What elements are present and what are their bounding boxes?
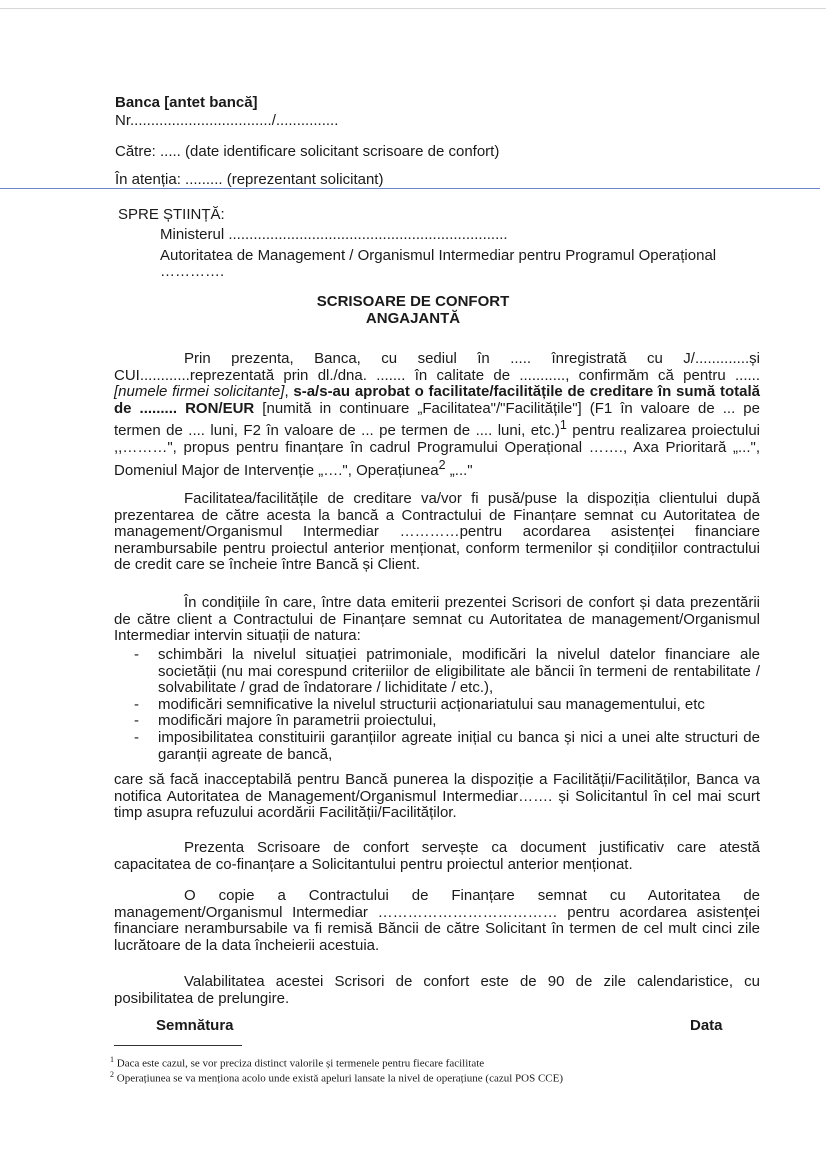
addressee-line: Către: ..... (date identificare solicitant scrisoare de confort)	[115, 143, 500, 160]
attention-line: În atenția: ......... (reprezentant solicitant)	[115, 171, 384, 188]
footnote-2: $^2$ Operațiunea se va menționa acolo unde există apeluri lansate la nivel de operațiune (cazul POS CCE)	[110, 1070, 564, 1085]
paragraph-contract-copy: O copie a Contractului de Finanțare semnat cu Autoritatea de management/Organismul Intermediar ……………………………… pentru acordarea asistenței financiare nerambursabile va fi remisă Băncii de către Solicitant în termen de cel mult cinci zile lucrătoare de la data încheierii acestuia.	[114, 887, 760, 954]
list-item: - imposibilitatea constituirii garanțiilor agreate inițial cu banca și nici a unei alte structuri de garanții agreate de bancă,	[114, 730, 760, 763]
paragraph-justification: Prezenta Scrisoare de confort servește ca document justificativ care atestă capacitatea de co-finanțare a Solicitantului pentru proiectul anterior menționat.	[114, 839, 760, 873]
document-title: SCRISOARE DE CONFORT	[316, 293, 510, 310]
paragraph-availability: Facilitatea/facilitățile de creditare va/vor fi pusă/puse la dispoziția clientului după prezentarea de către acesta la bancă a Contractului de Finanțare semnat cu Autoritatea de management/Organismul Intermediar …………pentru acordarea asistenței financiare nerambursabile pentru proiectul anterior menționat, conform termenilor și condițiilor contractului de credit care se încheie între Bancă și Client.	[114, 490, 760, 574]
date-label: Data	[690, 1017, 723, 1034]
footnote-ref-1: 1	[559, 418, 567, 433]
header-divider	[0, 188, 820, 189]
list-item: - modificări majore în parametrii proiectului,	[114, 713, 760, 730]
footnote-separator	[114, 1045, 242, 1046]
conditions-list	[114, 647, 760, 763]
reference-number: Nr................................../...............	[115, 112, 339, 129]
scan-edge-line	[0, 8, 826, 9]
document-subtitle: ANGAJANTĂ	[365, 310, 461, 327]
paragraph-validity: Valabilitatea acestei Scrisori de confort este de 90 de zile calendaristice, cu posibilitatea de prelungire.	[114, 973, 760, 1007]
paragraph-approval: Prin prezenta, Banca, cu sediul în ..... înregistrată cu J/.............și CUI............reprezentată prin dl./dna. ....... în calitate de ..........., confirmăm că pentru ...... [numele firmei solicitante], s-a/s-au aprobat o facilitate/facilitățile de creditare în sumă totală de ......... RON/EUR [numită in continuare „Facilitatea"/"Facilitățile"] (F1 în valoare de ... pe termen de .... luni, F2 în valoare de ... pe termen de .... luni, etc.)$^1$ pentru realizarea proiectului ,,………", propus pentru finanțare în cadrul Programului Operațional ……., Axa Prioritară „...", Domeniul Major de Intervenție „….", Operațiunea$^2$ „..."	[114, 350, 760, 479]
signature-label: Semnătura	[156, 1017, 234, 1034]
cc-programme-dots: ………….	[160, 263, 225, 280]
cc-managing-authority: Autoritatea de Management / Organismul Intermediar pentru Programul Operațional	[160, 247, 717, 264]
paragraph-conditions: În condițiile în care, între data emiterii prezentei Scrisori de confort și data prezentării de către client a Contractului de Finanțare semnat cu Autoritatea de management/Organismul Intermediar intervin situații de natura:	[114, 594, 760, 645]
paragraph-notification: care să facă inacceptabilă pentru Bancă punerea la dispoziție a Facilității/Facilităților, Banca va notifica Autoritatea de Management/Organismul Intermediar……. și Solicitantul în cel mai scurt timp asupra refuzului acordării Facilității/Facilităților.	[114, 771, 760, 822]
cc-ministry: Ministerul ...................................................................	[160, 226, 508, 243]
footnote-1: $^1$ Daca este cazul, se vor preciza distinct valorile și termenele pentru fiecare facilitate	[110, 1055, 485, 1070]
list-item: - modificări semnificative la nivelul structurii acționariatului sau managementului, etc	[114, 697, 760, 714]
cc-heading: SPRE ȘTIINȚĂ:	[118, 206, 225, 223]
list-item: - schimbări la nivelul situației patrimoniale, modificări la nivelul datelor financiare ale societății (nu mai corespund criteriilor de eligibilitate ale băncii în termeni de rentabilitate / solvabilitate / grad de îndatorare / lichiditate / etc.),	[114, 647, 760, 697]
bank-letterhead: Banca [antet bancă]	[115, 94, 258, 111]
footnote-ref-2: 2	[438, 457, 446, 472]
